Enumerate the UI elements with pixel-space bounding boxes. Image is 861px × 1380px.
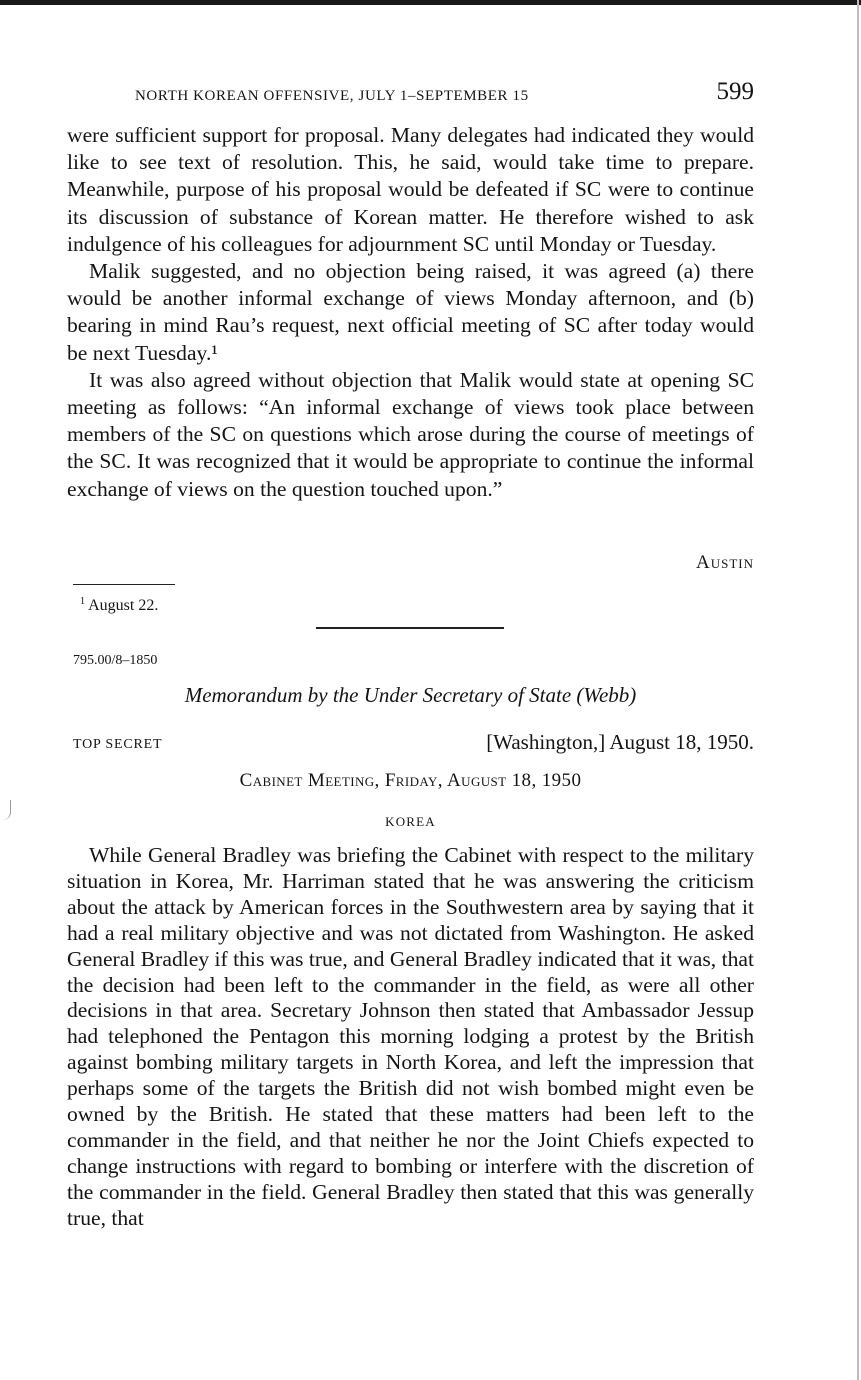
memorandum-body bbox=[67, 843, 754, 1232]
paragraph: While General Bradley was briefing the Cabinet with respect to the military situation in Korea, Mr. Harriman stated that he was answering the criticism about the attack by American forces in the Southwestern area by saying that it had a real military objective and was not dictated from Washington. He asked General Bradley if this was true, and General Bradley indicated that it was, that the decision had been left to the commander in the field, as were all other decisions in that area. Secretary Johnson then stated that Ambassador Jessup had telephoned the Pentagon this morning lodging a protest by the British against bombing military targets in North Korea, and left the impression that perhaps some of the targets the British did not wish bombed might even be owned by the British. He stated that these matters had been left to the commander in the field, and that neither he nor the Joint Chiefs expected to change instructions with regard to bombing or interfere with the discretion of the commander in the field. General Bradley then stated that this was generally true, that bbox=[67, 843, 754, 1230]
margin-mark bbox=[2, 800, 11, 820]
page-top-edge bbox=[0, 0, 861, 5]
footnote-marker: 1 bbox=[80, 596, 85, 607]
file-number: 795.00/8–1850 bbox=[73, 653, 158, 668]
page-header bbox=[67, 78, 754, 108]
page-number: 599 bbox=[716, 78, 754, 105]
continuation-text bbox=[67, 122, 754, 503]
footnote bbox=[80, 596, 158, 615]
dateline-text: [Washington,] August 18, 1950. bbox=[486, 730, 754, 754]
subject-heading: KOREA bbox=[385, 814, 436, 829]
footnote-divider bbox=[73, 584, 175, 585]
meeting-title-text: Cabinet Meeting, Friday, August 18, 1950 bbox=[239, 770, 582, 791]
paragraph: Malik suggested, and no objection being raised, it was agreed (a) there would be another informal exchange of views Monday afternoon, and (b) bearing in mind Rau’s request, next official meeting of SC after today would be next Tuesday.¹ bbox=[67, 259, 754, 365]
running-head: NORTH KOREAN OFFENSIVE, JULY 1–SEPTEMBER 15 bbox=[135, 88, 529, 104]
dateline bbox=[486, 730, 754, 755]
section-divider bbox=[316, 627, 504, 629]
classification: TOP SECRET bbox=[73, 737, 163, 752]
footnote-text: August 22. bbox=[88, 597, 159, 614]
paragraph: It was also agreed without objection that Malik would state at opening SC meeting as follows: “An informal exchange of views took place between members of the SC on questions which arose during the course of meetings of the SC. It was recognized that it would be appropriate to continue the informal exchange of views on the question touched upon.” bbox=[67, 367, 754, 501]
signature bbox=[696, 552, 754, 574]
document-title: Memorandum by the Under Secretary of State (Webb) bbox=[184, 683, 637, 707]
page-right-edge bbox=[857, 0, 859, 1380]
paragraph: were sufficient support for proposal. Many delegates had indicated they would like to see text of resolution. This, he said, would take time to prepare. Meanwhile, purpose of his proposal would be defeated if SC were to continue its discussion of substance of Korean matter. He therefore wished to ask indulgence of his colleagues for adjournment SC until Monday or Tuesday. bbox=[67, 123, 754, 256]
meeting-title bbox=[67, 770, 754, 792]
signature-name: Austin bbox=[696, 552, 754, 573]
